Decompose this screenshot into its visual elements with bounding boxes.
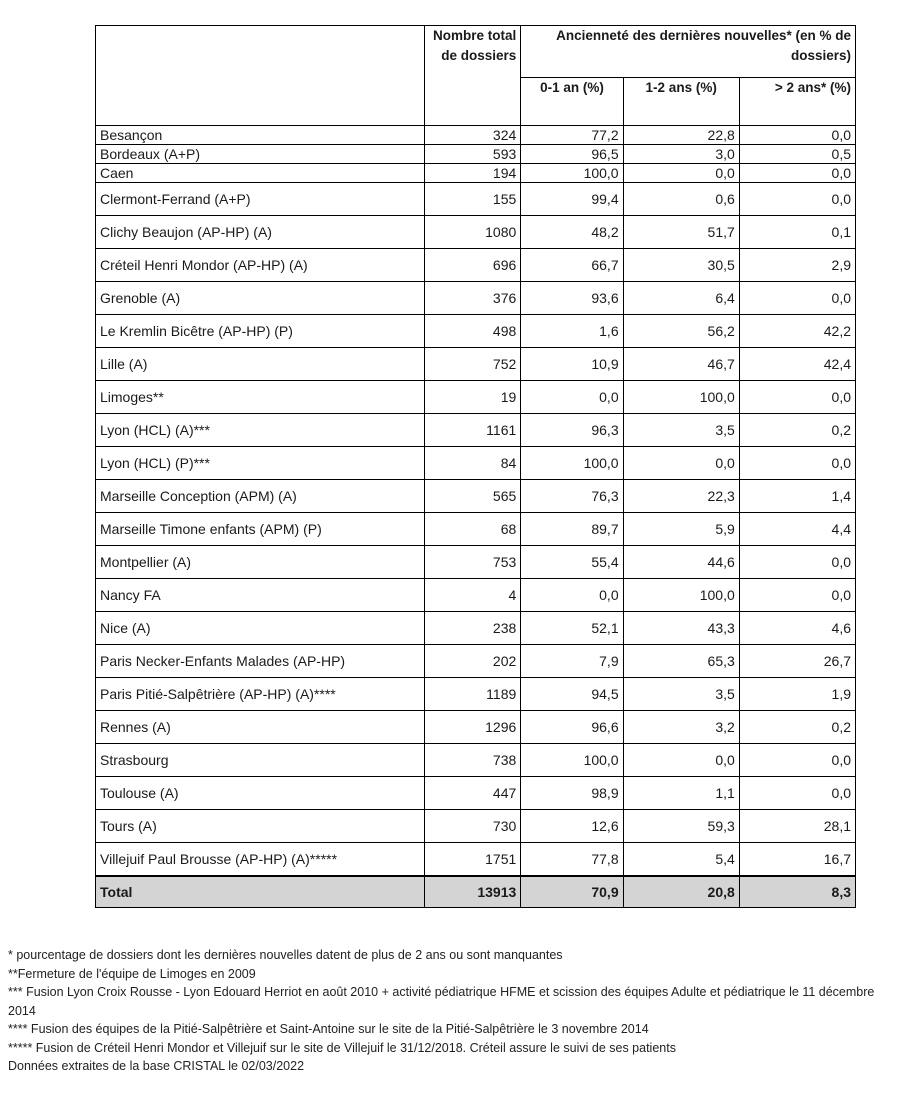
row-name: Tours (A) bbox=[96, 810, 425, 843]
total-row bbox=[96, 876, 856, 908]
table-row bbox=[96, 810, 856, 843]
row-0-1: 96,5 bbox=[521, 145, 623, 164]
table-row bbox=[96, 744, 856, 777]
row-1-2: 30,5 bbox=[623, 249, 739, 282]
row-total: 13913 bbox=[425, 876, 521, 908]
table-row bbox=[96, 612, 856, 645]
table-row bbox=[96, 315, 856, 348]
row-name: Paris Pitié-Salpêtrière (AP-HP) (A)**** bbox=[96, 678, 425, 711]
row-1-2: 51,7 bbox=[623, 216, 739, 249]
footnote-line: *** Fusion Lyon Croix Rousse - Lyon Edouard Herriot en août 2010 + activité pédiatrique HFME et scission des équipes Adulte et pédiatrique le 11 décembre 2014 bbox=[8, 985, 875, 1018]
row-total: 1189 bbox=[425, 678, 521, 711]
table-row bbox=[96, 645, 856, 678]
row-total: 4 bbox=[425, 579, 521, 612]
row-gt2: 0,0 bbox=[739, 579, 855, 612]
row-gt2: 0,0 bbox=[739, 777, 855, 810]
row-total: 565 bbox=[425, 480, 521, 513]
row-name: Créteil Henri Mondor (AP-HP) (A) bbox=[96, 249, 425, 282]
row-gt2: 0,2 bbox=[739, 711, 855, 744]
row-gt2: 2,9 bbox=[739, 249, 855, 282]
row-1-2: 0,0 bbox=[623, 447, 739, 480]
row-0-1: 99,4 bbox=[521, 183, 623, 216]
footnote-line: **** Fusion des équipes de la Pitié-Salpêtrière et Saint-Antoine sur le site de la Pitié-Salpêtrière le 3 novembre 2014 bbox=[8, 1022, 649, 1036]
table-row bbox=[96, 447, 856, 480]
table-row bbox=[96, 414, 856, 447]
row-gt2: 4,6 bbox=[739, 612, 855, 645]
row-name: Rennes (A) bbox=[96, 711, 425, 744]
row-total: 1751 bbox=[425, 843, 521, 877]
row-gt2: 0,0 bbox=[739, 164, 855, 183]
row-1-2: 100,0 bbox=[623, 381, 739, 414]
table-row bbox=[96, 282, 856, 315]
row-name: Paris Necker-Enfants Malades (AP-HP) bbox=[96, 645, 425, 678]
table-row bbox=[96, 126, 856, 145]
row-0-1: 48,2 bbox=[521, 216, 623, 249]
header-total: Nombre total de dossiers bbox=[425, 26, 521, 126]
table-row bbox=[96, 183, 856, 216]
row-gt2: 0,0 bbox=[739, 744, 855, 777]
row-total: 753 bbox=[425, 546, 521, 579]
row-1-2: 59,3 bbox=[623, 810, 739, 843]
row-gt2: 4,4 bbox=[739, 513, 855, 546]
row-1-2: 3,2 bbox=[623, 711, 739, 744]
header-1-2: 1-2 ans (%) bbox=[623, 78, 739, 126]
row-1-2: 22,8 bbox=[623, 126, 739, 145]
row-1-2: 0,0 bbox=[623, 744, 739, 777]
table-row bbox=[96, 579, 856, 612]
footnote-line: * pourcentage de dossiers dont les dernières nouvelles datent de plus de 2 ans ou sont manquantes bbox=[8, 948, 563, 962]
row-0-1: 66,7 bbox=[521, 249, 623, 282]
row-0-1: 12,6 bbox=[521, 810, 623, 843]
row-gt2: 26,7 bbox=[739, 645, 855, 678]
table-row bbox=[96, 480, 856, 513]
row-gt2: 42,2 bbox=[739, 315, 855, 348]
row-1-2: 20,8 bbox=[623, 876, 739, 908]
row-total: 324 bbox=[425, 126, 521, 145]
row-total: 696 bbox=[425, 249, 521, 282]
row-name: Caen bbox=[96, 164, 425, 183]
row-1-2: 43,3 bbox=[623, 612, 739, 645]
header-corner bbox=[96, 26, 425, 126]
footnote-line: Données extraites de la base CRISTAL le 02/03/2022 bbox=[8, 1059, 305, 1073]
row-name: Marseille Conception (APM) (A) bbox=[96, 480, 425, 513]
row-total: 194 bbox=[425, 164, 521, 183]
row-total: 1296 bbox=[425, 711, 521, 744]
row-gt2: 0,0 bbox=[739, 183, 855, 216]
row-total: 68 bbox=[425, 513, 521, 546]
row-name: Lyon (HCL) (P)*** bbox=[96, 447, 425, 480]
table-row bbox=[96, 678, 856, 711]
row-name: Clermont-Ferrand (A+P) bbox=[96, 183, 425, 216]
row-total: 1080 bbox=[425, 216, 521, 249]
row-0-1: 1,6 bbox=[521, 315, 623, 348]
table-row bbox=[96, 145, 856, 164]
row-1-2: 0,0 bbox=[623, 164, 739, 183]
row-0-1: 76,3 bbox=[521, 480, 623, 513]
row-0-1: 7,9 bbox=[521, 645, 623, 678]
row-0-1: 0,0 bbox=[521, 381, 623, 414]
row-0-1: 100,0 bbox=[521, 164, 623, 183]
row-0-1: 100,0 bbox=[521, 447, 623, 480]
row-1-2: 5,4 bbox=[623, 843, 739, 877]
row-total: 202 bbox=[425, 645, 521, 678]
table-row bbox=[96, 711, 856, 744]
table-row bbox=[96, 777, 856, 810]
row-gt2: 0,5 bbox=[739, 145, 855, 164]
row-0-1: 98,9 bbox=[521, 777, 623, 810]
row-0-1: 94,5 bbox=[521, 678, 623, 711]
row-1-2: 44,6 bbox=[623, 546, 739, 579]
row-gt2: 0,0 bbox=[739, 282, 855, 315]
row-0-1: 96,3 bbox=[521, 414, 623, 447]
row-gt2: 0,0 bbox=[739, 546, 855, 579]
header-gt2: > 2 ans* (%) bbox=[739, 78, 855, 126]
row-1-2: 22,3 bbox=[623, 480, 739, 513]
row-0-1: 89,7 bbox=[521, 513, 623, 546]
row-1-2: 0,6 bbox=[623, 183, 739, 216]
table-row bbox=[96, 381, 856, 414]
row-total: 752 bbox=[425, 348, 521, 381]
row-name: Limoges** bbox=[96, 381, 425, 414]
row-0-1: 77,2 bbox=[521, 126, 623, 145]
row-1-2: 6,4 bbox=[623, 282, 739, 315]
table-row bbox=[96, 216, 856, 249]
table-row bbox=[96, 348, 856, 381]
row-1-2: 3,5 bbox=[623, 414, 739, 447]
table-row bbox=[96, 164, 856, 183]
row-total: 19 bbox=[425, 381, 521, 414]
row-0-1: 100,0 bbox=[521, 744, 623, 777]
row-total: 238 bbox=[425, 612, 521, 645]
row-name: Total bbox=[96, 876, 425, 908]
row-name: Le Kremlin Bicêtre (AP-HP) (P) bbox=[96, 315, 425, 348]
row-0-1: 52,1 bbox=[521, 612, 623, 645]
row-gt2: 28,1 bbox=[739, 810, 855, 843]
row-1-2: 1,1 bbox=[623, 777, 739, 810]
row-name: Lyon (HCL) (A)*** bbox=[96, 414, 425, 447]
row-name: Toulouse (A) bbox=[96, 777, 425, 810]
table-body bbox=[96, 126, 856, 908]
row-0-1: 77,8 bbox=[521, 843, 623, 877]
row-total: 84 bbox=[425, 447, 521, 480]
row-gt2: 1,9 bbox=[739, 678, 855, 711]
row-total: 730 bbox=[425, 810, 521, 843]
row-0-1: 10,9 bbox=[521, 348, 623, 381]
dossiers-table bbox=[95, 25, 856, 908]
footnote-line: ***** Fusion de Créteil Henri Mondor et Villejuif sur le site de Villejuif le 31/12/2018. Créteil assure le suivi de ses patients bbox=[8, 1040, 676, 1055]
row-total: 593 bbox=[425, 145, 521, 164]
footnote-line: **Fermeture de l'équipe de Limoges en 2009 bbox=[8, 966, 256, 981]
row-name: Villejuif Paul Brousse (AP-HP) (A)***** bbox=[96, 843, 425, 877]
row-total: 376 bbox=[425, 282, 521, 315]
table-row bbox=[96, 249, 856, 282]
row-1-2: 46,7 bbox=[623, 348, 739, 381]
row-gt2: 0,0 bbox=[739, 447, 855, 480]
row-0-1: 55,4 bbox=[521, 546, 623, 579]
row-1-2: 100,0 bbox=[623, 579, 739, 612]
row-0-1: 70,9 bbox=[521, 876, 623, 908]
row-total: 738 bbox=[425, 744, 521, 777]
row-name: Lille (A) bbox=[96, 348, 425, 381]
header-group: Ancienneté des dernières nouvelles* (en % de dossiers) bbox=[521, 26, 856, 78]
row-1-2: 56,2 bbox=[623, 315, 739, 348]
row-total: 498 bbox=[425, 315, 521, 348]
row-gt2: 0,0 bbox=[739, 126, 855, 145]
row-1-2: 3,0 bbox=[623, 145, 739, 164]
row-0-1: 93,6 bbox=[521, 282, 623, 315]
row-1-2: 5,9 bbox=[623, 513, 739, 546]
row-gt2: 8,3 bbox=[739, 876, 855, 908]
row-name: Grenoble (A) bbox=[96, 282, 425, 315]
row-1-2: 65,3 bbox=[623, 645, 739, 678]
row-name: Clichy Beaujon (AP-HP) (A) bbox=[96, 216, 425, 249]
row-name: Bordeaux (A+P) bbox=[96, 145, 425, 164]
table-row bbox=[96, 843, 856, 877]
row-0-1: 96,6 bbox=[521, 711, 623, 744]
row-name: Nancy FA bbox=[96, 579, 425, 612]
row-gt2: 1,4 bbox=[739, 480, 855, 513]
row-gt2: 0,1 bbox=[739, 216, 855, 249]
table-row bbox=[96, 546, 856, 579]
table-row bbox=[96, 513, 856, 546]
row-name: Montpellier (A) bbox=[96, 546, 425, 579]
row-gt2: 42,4 bbox=[739, 348, 855, 381]
row-name: Nice (A) bbox=[96, 612, 425, 645]
row-1-2: 3,5 bbox=[623, 678, 739, 711]
row-name: Besançon bbox=[96, 126, 425, 145]
row-gt2: 0,2 bbox=[739, 414, 855, 447]
row-0-1: 0,0 bbox=[521, 579, 623, 612]
row-name: Marseille Timone enfants (APM) (P) bbox=[96, 513, 425, 546]
row-total: 1161 bbox=[425, 414, 521, 447]
row-name: Strasbourg bbox=[96, 744, 425, 777]
row-gt2: 0,0 bbox=[739, 381, 855, 414]
footnotes bbox=[8, 946, 893, 1076]
row-total: 447 bbox=[425, 777, 521, 810]
header-0-1: 0-1 an (%) bbox=[521, 78, 623, 126]
row-gt2: 16,7 bbox=[739, 843, 855, 877]
row-total: 155 bbox=[425, 183, 521, 216]
